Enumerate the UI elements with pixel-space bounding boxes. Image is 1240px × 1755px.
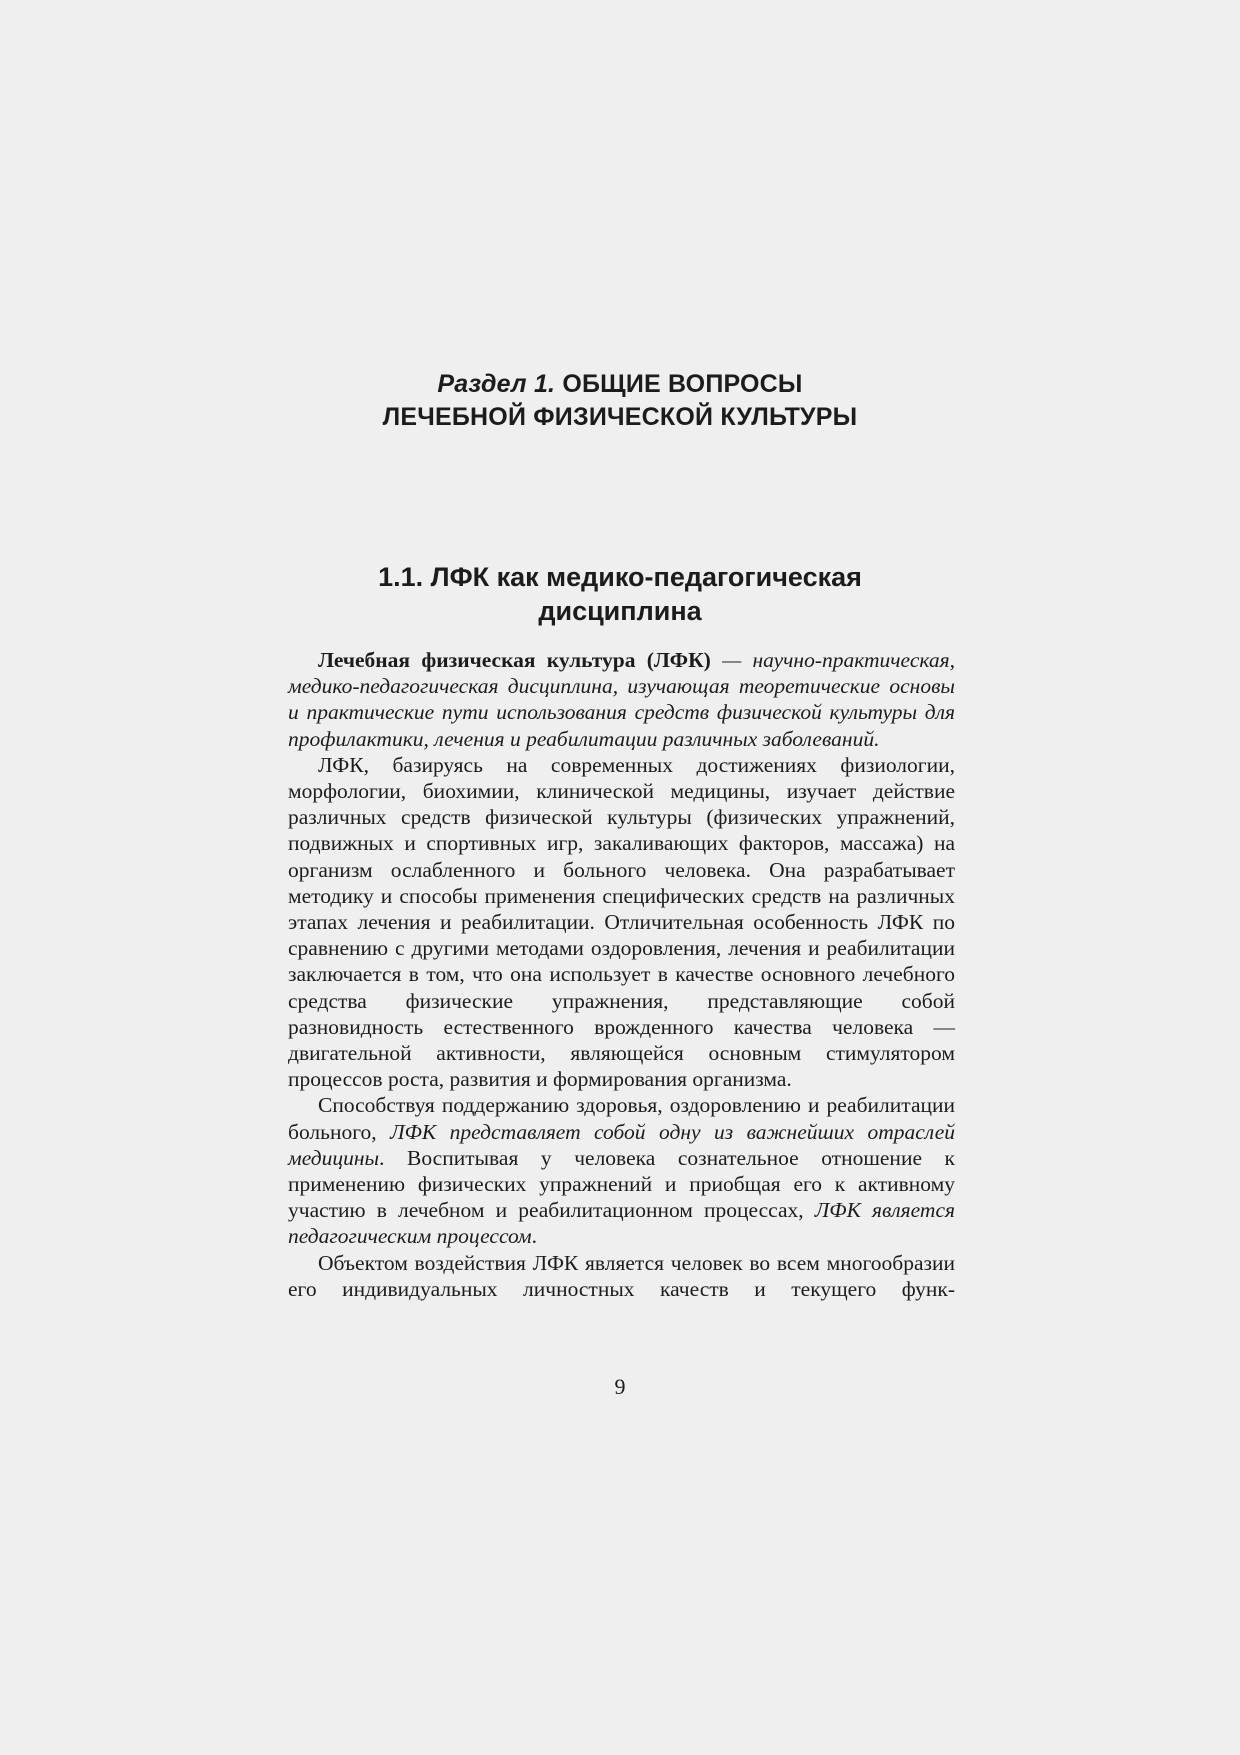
paragraph-object: Объектом воздействия ЛФК является человек во всем многообразии его индивидуальных личностных качеств и текущего функ- <box>288 1250 955 1301</box>
paragraph-significance <box>288 1092 955 1249</box>
term-definition: — научно-практическая, медико-педагогическая дисциплина, изучающая теоретические основы и практические пути использования средств физической культуры для профилактики, лечения и реабилитации различных заболеваний. <box>288 648 955 751</box>
chapter-heading <box>0 560 1240 628</box>
chapter-title-line2: дисциплина <box>538 596 702 626</box>
body-text <box>288 647 955 1302</box>
page-number: 9 <box>614 1374 626 1399</box>
p3-text-2: . Воспитывая у человека сознательное отношение к применению физических упражнений и приобщая его к активному участию в лечебном и реабилитационном процессах, <box>288 1145 955 1223</box>
defined-term: Лечебная физическая культура (ЛФК) <box>318 648 711 672</box>
p3-text-1: Способствуя поддержанию здоровья, оздоровлению и реабилитации больного, <box>288 1093 955 1144</box>
section-label: Раздел 1. <box>437 370 556 398</box>
p3-emphasis-2: ЛФК является педагогическим процессом <box>288 1198 955 1249</box>
section-title-part1: ОБЩИЕ ВОПРОСЫ <box>562 370 803 398</box>
p3-emphasis-1: ЛФК представляет собой одну из важнейших отраслей медицины <box>288 1119 955 1170</box>
section-title-part2: ЛЕЧЕБНОЙ ФИЗИЧЕСКОЙ КУЛЬТУРЫ <box>382 403 858 431</box>
section-heading <box>0 368 1240 434</box>
paragraph-description: ЛФК, базируясь на современных достижениях физиологии, морфологии, биохимии, клинической медицины, изучает действие различных средств физической культуры (физических упражнений, подвижных и спортивных игр, закаливающих факторов, массажа) на организм ослабленного и больного человека. Она разрабатывает методику и способы применения специфических средств на различных этапах лечения и реабилитации. Отличительная особенность ЛФК по сравнению с другими методами оздоровления, лечения и реабилитации заключается в том, что она использует в качестве основного лечебного средства физические упражнения, представляющие собой разновидность естественного врожденного качества человека — двигательной активности, являющейся основным стимулятором процессов роста, развития и формирования организма. <box>288 752 955 1092</box>
p3-text-3: . <box>531 1224 537 1249</box>
chapter-title-line1: 1.1. ЛФК как медико-педагогическая <box>378 562 862 592</box>
section-heading-line1 <box>0 368 1240 401</box>
paragraph-definition <box>288 647 955 752</box>
